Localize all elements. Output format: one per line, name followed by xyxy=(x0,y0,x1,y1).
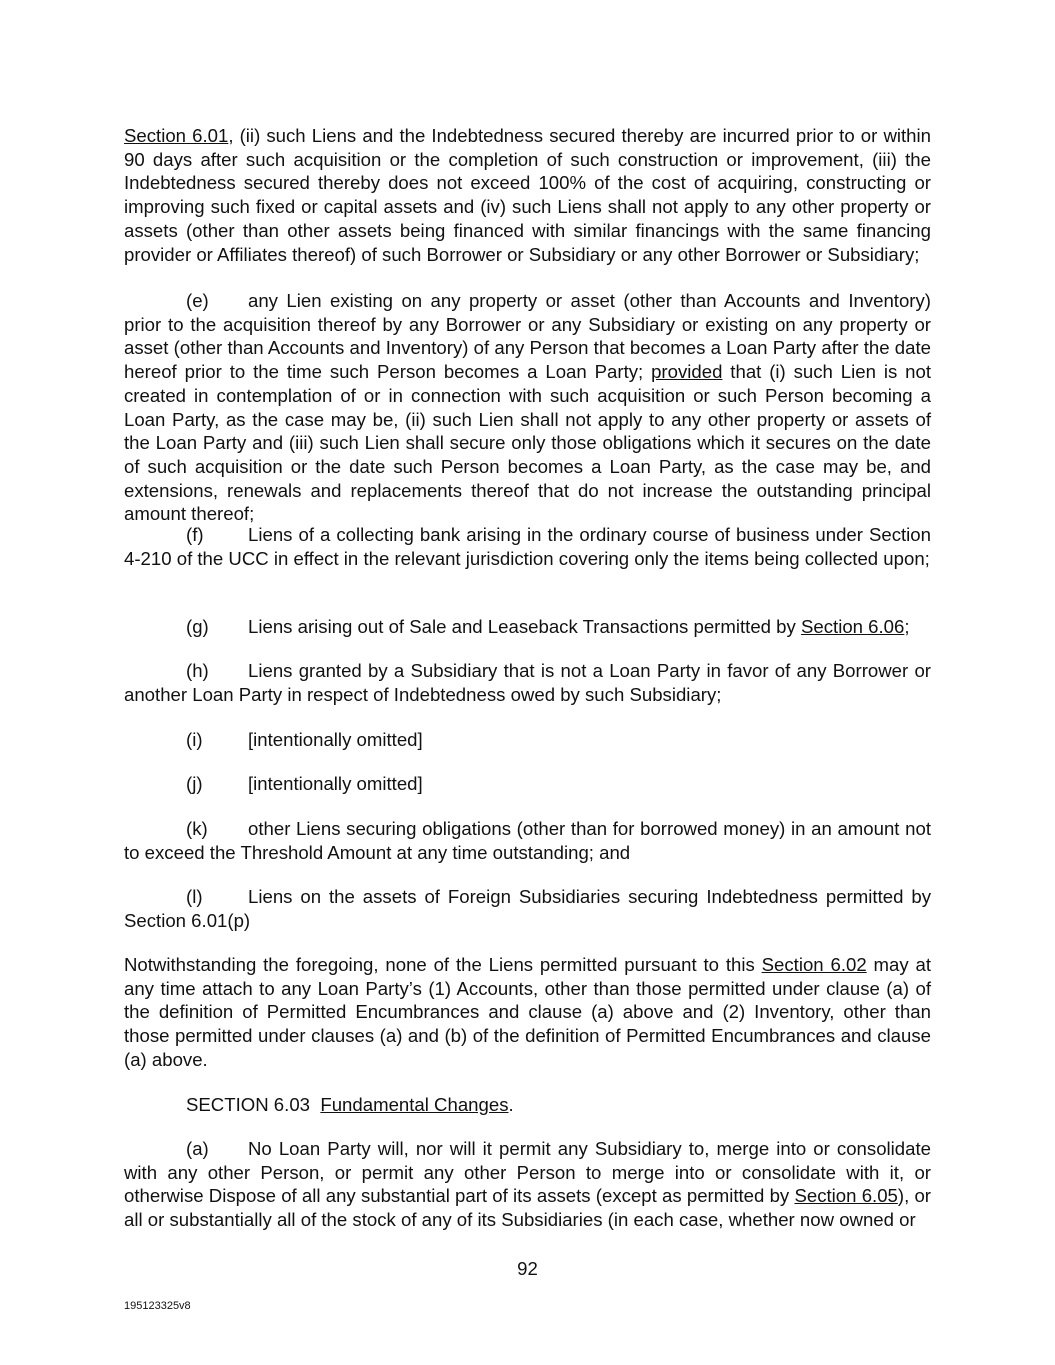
section-number: SECTION 6.03 xyxy=(186,1094,311,1115)
paragraph-h xyxy=(124,659,931,706)
section-ref-6-05: Section 6.05 xyxy=(794,1185,898,1207)
section-title-end: . xyxy=(508,1094,514,1115)
clause-label: (h) xyxy=(186,660,209,681)
clause-label: (g) xyxy=(186,616,209,637)
paragraph-text: [intentionally omitted] xyxy=(248,773,423,794)
paragraph-text: ), or all or substantially all of the stock of any of its Subsidiaries (in each case, whether now owned or xyxy=(124,1185,932,1231)
paragraph-text: Liens of a collecting bank arising in the ordinary course of business under Section 4-210 of the UCC in effect in the relevant jurisdiction covering only the items being collected upon; xyxy=(124,524,931,569)
clause-label: (a) xyxy=(186,1138,209,1159)
paragraph-text: other Liens securing obligations (other than for borrowed money) in an amount not to exceed the Threshold Amount at any time outstanding; and xyxy=(124,818,931,863)
clause-label: (i) xyxy=(186,729,203,750)
section-heading-6-03 xyxy=(186,1093,514,1117)
paragraph-text: Liens granted by a Subsidiary that is not a Loan Party in favor of any Borrower or another Loan Party in respect of Indebtedness owed by such Subsidiary; xyxy=(124,660,931,705)
paragraph-l xyxy=(124,885,931,932)
section-ref-6-01: Section 6.01 xyxy=(124,125,229,146)
clause-label: (e) xyxy=(186,290,209,311)
paragraph-text: Liens arising out of Sale and Leaseback Transactions permitted by xyxy=(248,616,801,637)
clause-label: (k) xyxy=(186,818,208,839)
provided-term: provided xyxy=(651,361,723,383)
paragraph-text: [intentionally omitted] xyxy=(248,729,423,750)
paragraph-end: ; xyxy=(904,616,910,637)
paragraph-f xyxy=(124,523,931,570)
paragraph-k xyxy=(124,817,931,864)
paragraph-j xyxy=(186,772,423,796)
clause-label: (l) xyxy=(186,886,203,907)
paragraph-text: Notwithstanding the foregoing, none of the Liens permitted pursuant to this xyxy=(124,954,762,975)
document-id: 195123325v8 xyxy=(124,1300,191,1312)
paragraph-text: that (i) such Lien is not created in contemplation of or in connection with such acquisition or such Person becoming a Loan Party, as the case may be, (ii) such Lien shall not apply to any other property or assets of the Loan Party and (iii) such Lien shall secure only those obligations which it secures on the date of such acquisition or the date such Person becomes a Loan Party, as the case may be, and extensions, renewals and replacements thereof that do not increase the outstanding principal amount thereof; xyxy=(124,361,931,525)
section-title: Fundamental Changes xyxy=(320,1094,509,1115)
paragraph-e xyxy=(124,289,931,526)
section-ref-6-02: Section 6.02 xyxy=(761,954,867,975)
paragraph-6-03-a xyxy=(124,1137,931,1232)
page-number: 92 xyxy=(517,1258,538,1279)
paragraph-text: No Loan Party will, nor will it permit any Subsidiary to, merge into or consolidate with any other Person, or permit any other Person to merge into or consolidate with it, or otherwise Dispose of all any substantial part of its assets (except as permitted by xyxy=(124,1138,931,1207)
section-ref-6-06: Section 6.06 xyxy=(800,616,905,637)
paragraph-i xyxy=(186,728,423,752)
paragraph-text: Liens on the assets of Foreign Subsidiaries securing Indebtedness permitted by Section 6.01(p) xyxy=(124,886,931,931)
paragraph-text: any Lien existing on any property or asset (other than Accounts and Inventory) prior to the acquisition thereof by any Borrower or any Subsidiary or existing on any property or asset (other than Accounts and Inventory) of any Person that becomes a Loan Party after the date hereof prior to the time such Person becomes a Loan Party; xyxy=(124,290,931,383)
paragraph-text: may at any time attach to any Loan Party’s (1) Accounts, other than those permitted under clause (a) of the definition of Permitted Encumbrances and clause (a) above and (2) Inventory, other than those permitted under clauses (a) and (b) of the definition of Permitted Encumbrances and clause (a) above. xyxy=(124,954,932,1070)
clause-label: (j) xyxy=(186,773,203,794)
paragraph-text: , (ii) such Liens and the Indebtedness secured thereby are incurred prior to or within 90 days after such acquisition or the completion of such construction or improvement, (iii) the Indebtedness secured thereby does not exceed 100% of the cost of acquiring, constructing or improving such fixed or capital assets and (iv) such Liens shall not apply to any other property or assets (other than other assets being financed with similar financings with the same financing provider or Affiliates thereof) of such Borrower or Subsidiary or any other Borrower or Subsidiary; xyxy=(124,125,931,265)
clause-label: (f) xyxy=(186,524,204,545)
paragraph-continuation xyxy=(124,124,931,266)
paragraph-notwithstanding xyxy=(124,953,931,1072)
paragraph-g xyxy=(186,615,910,639)
